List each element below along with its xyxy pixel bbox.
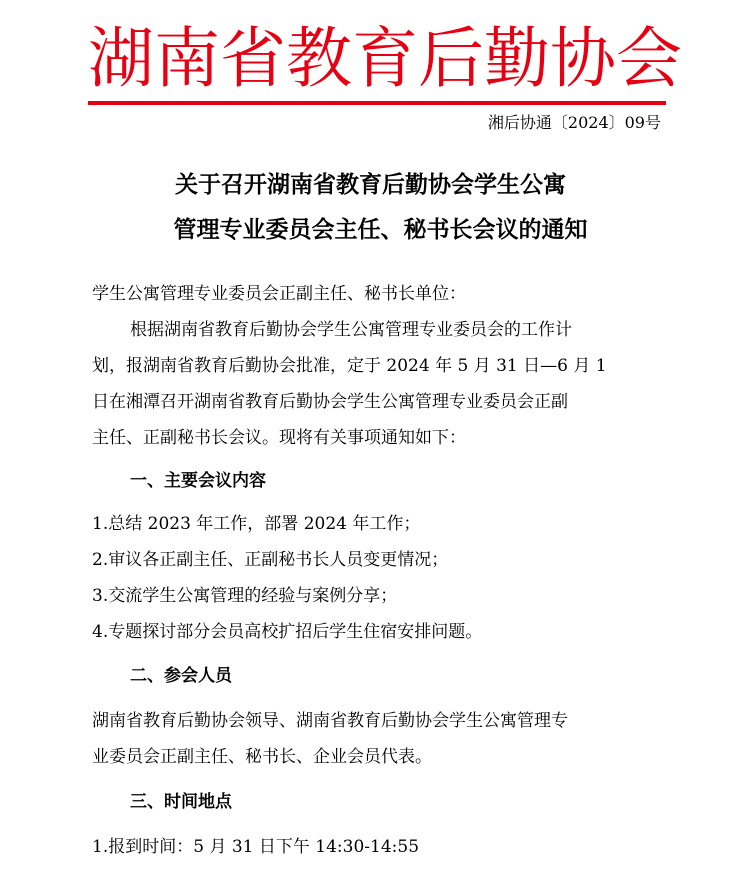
notice-title-line-1: 关于召开湖南省教育后勤协会学生公寓 — [175, 172, 566, 198]
list-item: 1.报到时间：5 月 31 日下午 14:30-14:55 — [92, 837, 420, 857]
notice-title-line-2: 管理专业委员会主任、秘书长会议的通知 — [173, 217, 588, 243]
document-number: 湘后协通〔2024〕09号 — [487, 113, 661, 132]
list-item: 1.总结 2023 年工作，部署 2024 年工作； — [92, 514, 421, 534]
attendees-paragraph-line: 业委员会正副主任、秘书长、企业会员代表。 — [92, 747, 432, 767]
intro-paragraph-line: 划，报湖南省教育后勤协会批准，定于 2024 年 5 月 31 日—6 月 1 — [92, 356, 607, 376]
section-heading-attendees: 二、参会人员 — [130, 666, 232, 686]
section-heading-meeting-content: 一、主要会议内容 — [130, 471, 266, 491]
list-item: 4.专题探讨部分会员高校扩招后学生住宿安排问题。 — [92, 622, 483, 642]
intro-paragraph-line: 主任、正副秘书长会议。现将有关事项通知如下： — [92, 428, 466, 448]
organization-letterhead-title: 湖南省教育后勤协会 — [88, 20, 682, 97]
list-item: 2.审议各正副主任、正副秘书长人员变更情况； — [92, 550, 449, 570]
attendees-paragraph-line: 湖南省教育后勤协会领导、湖南省教育后勤协会学生公寓管理专 — [92, 711, 568, 731]
intro-paragraph-line: 日在湘潭召开湖南省教育后勤协会学生公寓管理专业委员会正副 — [92, 392, 568, 412]
letterhead-red-rule — [88, 101, 666, 105]
intro-paragraph-line: 根据湖南省教育后勤协会学生公寓管理专业委员会的工作计 — [130, 320, 572, 340]
list-item: 3.交流学生公寓管理的经验与案例分享； — [92, 586, 398, 606]
section-heading-time-place: 三、时间地点 — [130, 792, 232, 812]
salutation: 学生公寓管理专业委员会正副主任、秘书长单位： — [92, 284, 466, 304]
